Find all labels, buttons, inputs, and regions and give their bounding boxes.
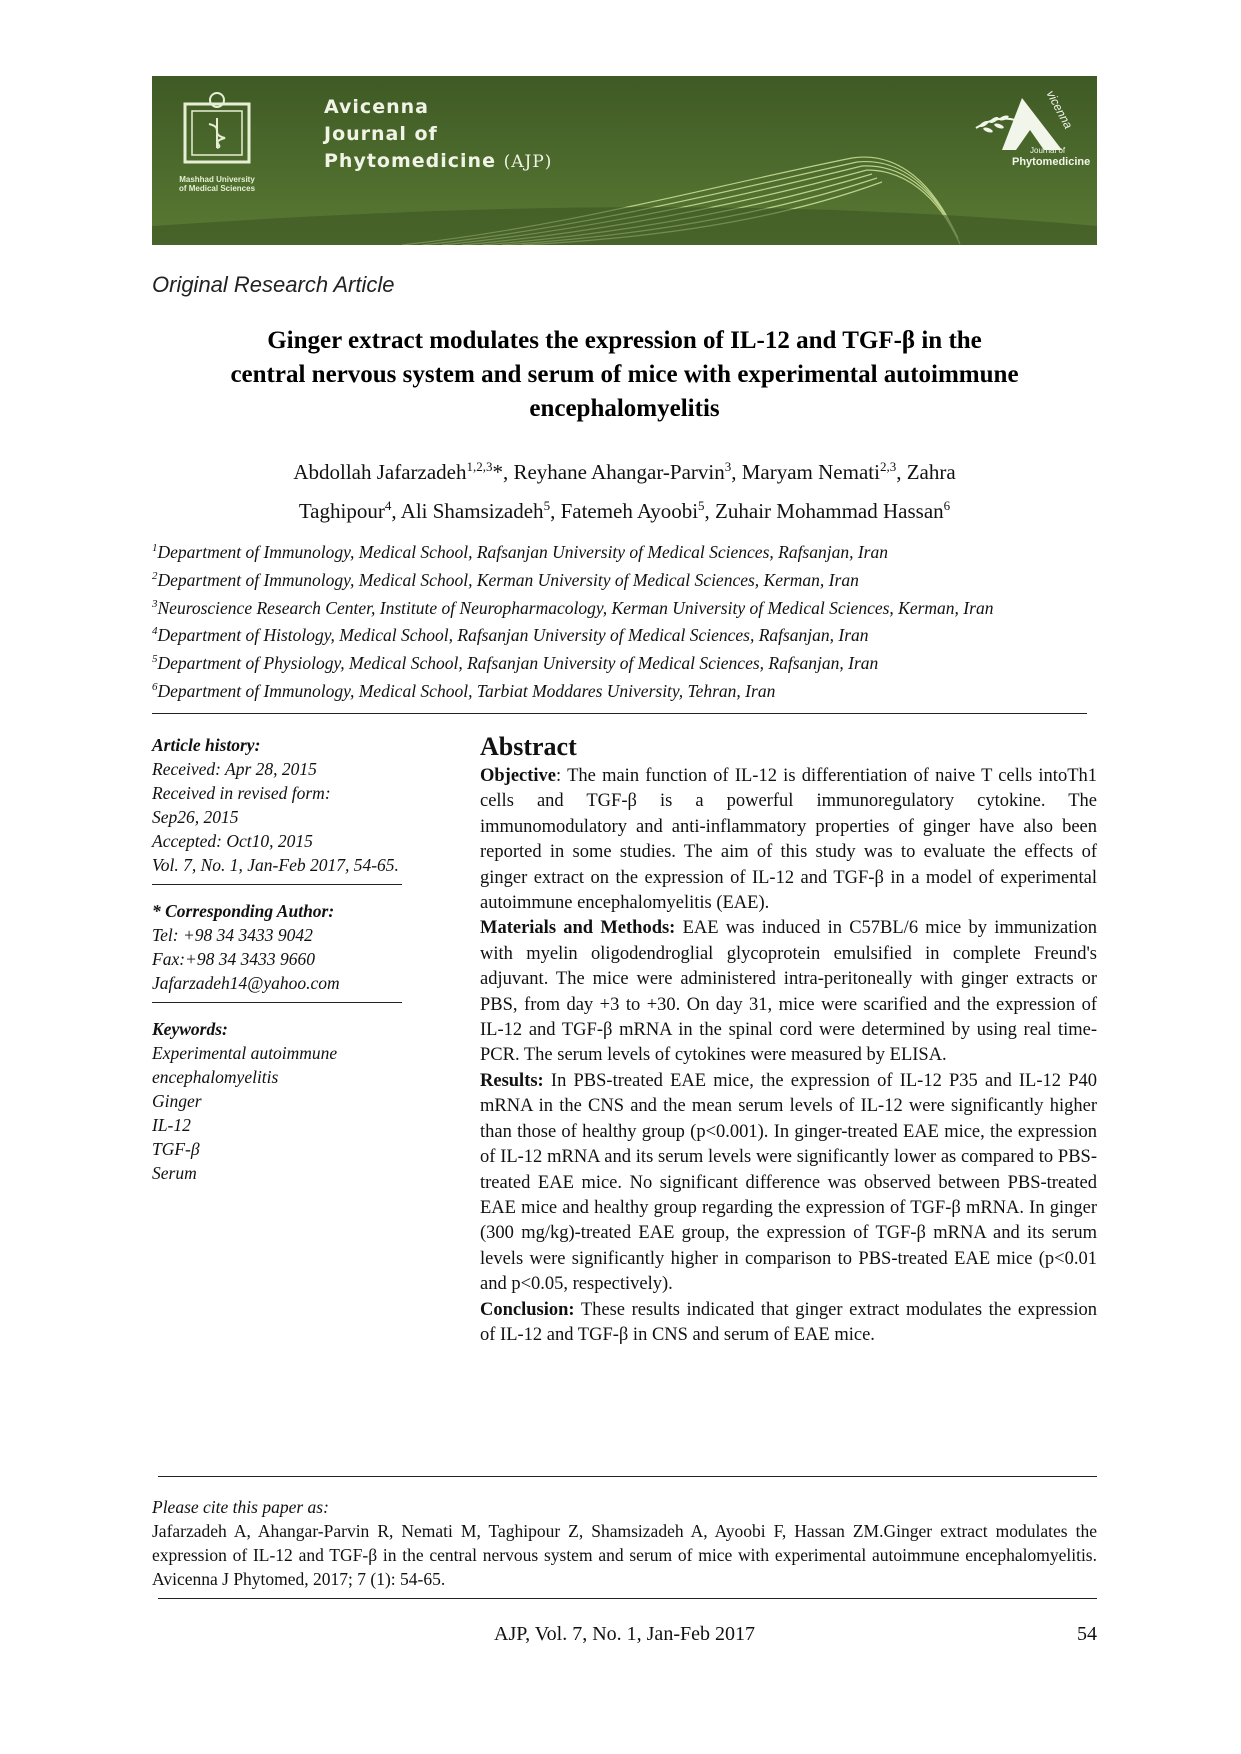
- author-name: Maryam Nemati: [741, 460, 880, 484]
- author-affil-sup: 6: [943, 498, 951, 513]
- journal-name-line: Journal of: [324, 123, 438, 145]
- corresponding-tel: Tel: +98 34 3433 9042: [152, 925, 313, 945]
- affiliation: [152, 592, 1097, 620]
- author-affil-sup: 2,3: [879, 459, 897, 474]
- author-separator: , Zahra: [896, 460, 956, 484]
- abstract-heading: Abstract: [480, 732, 577, 761]
- university-name-line: Mashhad University: [179, 175, 255, 184]
- author-separator: ,: [391, 499, 401, 523]
- affiliation-text: Department of Physiology, Medical School, Rafsanjan University of Medical Sciences, Rafsanjan, Iran: [157, 653, 879, 674]
- affiliation-sup: 2: [152, 569, 158, 582]
- affiliation: [152, 619, 1097, 647]
- corresponding-fax: Fax:+98 34 3433 9660: [152, 949, 315, 969]
- abstract-section-label: Objective: [480, 766, 557, 786]
- keyword: IL-12: [152, 1115, 191, 1135]
- affiliation-sup: 4: [152, 625, 158, 638]
- author-separator: ,: [704, 499, 716, 523]
- received-date: Received: Apr 28, 2015: [152, 759, 317, 779]
- keyword: TGF-β: [152, 1139, 200, 1159]
- corresponding-heading: * Corresponding Author:: [152, 901, 335, 921]
- corresponding-email: Jafarzadeh14@yahoo.com: [152, 973, 340, 993]
- journal-logo-arc-text: vicenna: [1043, 88, 1076, 132]
- journal-name-line: Avicenna: [324, 96, 429, 118]
- keyword: Ginger: [152, 1091, 202, 1111]
- author-separator: *,: [492, 460, 514, 484]
- journal-logo: [952, 80, 1092, 230]
- abstract-section-label: Conclusion:: [480, 1299, 575, 1320]
- paper-title-line: encephalomyelitis: [529, 395, 720, 422]
- article-history-heading: Article history:: [152, 735, 261, 755]
- author-name: Ali Shamsizadeh: [400, 499, 544, 523]
- university-logo: [172, 90, 262, 218]
- author-affil-sup: 4: [384, 498, 392, 513]
- revised-label: Received in revised form:: [152, 783, 331, 803]
- citation-text: Jafarzadeh A, Ahangar-Parvin R, Nemati M, Taghipour Z, Shamsizadeh A, Ayoobi F, Hassan ZM.Ginger extract modulates the expression of IL-12 and TGF-β in the central nervous system and serum of mice with experimental autoimmune encephalomyelitis. Avicenna J Phytomed, 2017; 7 (1): 54-65.: [152, 1521, 1097, 1589]
- sidebar-divider: [152, 1002, 402, 1003]
- university-name-line: of Medical Sciences: [178, 184, 256, 193]
- author-separator: ,: [550, 499, 561, 523]
- affiliation-text: Department of Immunology, Medical School, Rafsanjan University of Medical Sciences, Rafsanjan, Iran: [157, 541, 888, 562]
- paper-title: [152, 324, 1097, 426]
- author-name: Zuhair Mohammad Hassan: [715, 499, 944, 523]
- author-affil-sup: 5: [543, 498, 551, 513]
- author-affil-sup: 5: [698, 498, 705, 513]
- article-info-sidebar: [152, 733, 422, 1185]
- accepted-date: Accepted: Oct10, 2015: [152, 831, 313, 851]
- page-number: 54: [1077, 1623, 1097, 1645]
- affiliation-divider: [152, 713, 1087, 714]
- author-name: Fatemeh Ayoobi: [560, 499, 699, 523]
- affiliation: [152, 536, 1097, 564]
- abstract-section-text: These results indicated that ginger extract modulates the expression of IL-12 and TGF-β in CNS and serum of EAE mice.: [480, 1299, 1097, 1345]
- journal-abbr: (AJP): [503, 152, 553, 172]
- keyword: encephalomyelitis: [152, 1067, 279, 1087]
- volume-info: Vol. 7, No. 1, Jan-Feb 2017, 54-65.: [152, 855, 399, 875]
- abstract-section-text: The main function of IL-12 is differentiation of naive T cells intoTh1 cells and TGF-β is a powerful immunoregulatory cytokine. The immunomodulatory and anti-inflammatory properties of ginger have also been reported in some studies. The aim of this study was to evaluate the effects of ginger extract on the expression of IL-12 and TGF-β in a model of experimental autoimmune encephalomyelitis (EAE).: [480, 766, 1097, 914]
- abstract-section-sep: [544, 1071, 551, 1091]
- affiliation-sup: 6: [152, 681, 158, 694]
- sidebar-divider: [152, 884, 402, 885]
- author-separator: ,: [731, 460, 742, 484]
- abstract-section-text: In PBS-treated EAE mice, the expression of IL-12 P35 and IL-12 P40 mRNA in the CNS and the mean serum levels of IL-12 were significantly higher than those of healthy group (p<0.001). In ginger-treated EAE mice, the expression of IL-12 mRNA and its serum levels were significantly lower as compared to PBS-treated EAE mice. No significant difference was observed between PBS-treated EAE mice and healthy group regarding the expression of TGF-β mRNA. In ginger (300 mg/kg)-treated EAE group, the expression of TGF-β mRNA and its serum levels were significantly higher in comparison to PBS-treated EAE mice (p<0.01 and p<0.05, respectively).: [480, 1070, 1097, 1295]
- author-name: Taghipour: [298, 499, 385, 523]
- author-affil-sup: 3: [724, 459, 732, 474]
- citation: [152, 1495, 1097, 1591]
- abstract-section-sep: :: [556, 766, 568, 786]
- paper-title-line: Ginger extract modulates the expression of IL-12 and TGF-β in the: [267, 327, 982, 354]
- abstract-section-text: EAE was induced in C57BL/6 mice by immunization with myelin oligodendroglial glycoprotein emulsified in complete Freund's adjuvant. The mice were administered intra-peritoneally with ginger extracts or PBS, from day +3 to +30. On day 31, mice were scarified and the expression of IL-12 and TGF-β mRNA in the spinal cord were determined by using real time-PCR. The serum levels of cytokines were measured by ELISA.: [480, 918, 1097, 1066]
- abstract: [480, 730, 1097, 1348]
- author-list: [152, 450, 1097, 528]
- footer-journal-ref: AJP, Vol. 7, No. 1, Jan-Feb 2017: [494, 1623, 755, 1645]
- author-name: Abdollah Jafarzadeh: [293, 460, 467, 484]
- affiliation-sup: 3: [152, 597, 158, 610]
- journal-logo-small-text: Journal of: [1030, 146, 1066, 155]
- affiliation-list: [152, 536, 1097, 703]
- author-name: Reyhane Ahangar-Parvin: [513, 460, 725, 484]
- abstract-conclusion: [480, 1298, 1097, 1349]
- keyword: Serum: [152, 1163, 197, 1183]
- citation-divider-top: [158, 1476, 1097, 1477]
- affiliation: [152, 647, 1097, 675]
- paper-title-line: central nervous system and serum of mice with experimental autoimmune: [230, 361, 1019, 388]
- keyword: Experimental autoimmune: [152, 1043, 338, 1063]
- affiliation: [152, 564, 1097, 592]
- affiliation-text: Department of Immunology, Medical School, Tarbiat Moddares University, Tehran, Iran: [157, 680, 776, 701]
- citation-heading: Please cite this paper as:: [152, 1497, 329, 1517]
- affiliation-text: Department of Immunology, Medical School, Kerman University of Medical Sciences, Kerman, Iran: [157, 569, 859, 590]
- affiliation-sup: 1: [152, 542, 158, 554]
- citation-divider-bottom: [158, 1598, 1097, 1599]
- abstract-objective: [480, 764, 1097, 916]
- journal-name: [324, 94, 552, 176]
- abstract-section-sep: [675, 918, 682, 938]
- article-history: [152, 733, 422, 877]
- journal-banner: [152, 76, 1097, 245]
- keywords: [152, 1017, 422, 1185]
- page-footer: [152, 1623, 1097, 1653]
- revised-date: Sep26, 2015: [152, 807, 239, 827]
- abstract-section-label: Materials and Methods:: [480, 918, 676, 939]
- corresponding-author: [152, 899, 422, 995]
- abstract-results: [480, 1069, 1097, 1298]
- affiliation-text: Neuroscience Research Center, Institute of Neuropharmacology, Kerman University of Medical Sciences, Kerman, Iran: [157, 597, 994, 618]
- article-type: Original Research Article: [152, 272, 395, 297]
- journal-name-line: Phytomedicine: [324, 150, 496, 172]
- university-seal-icon: [179, 90, 255, 166]
- affiliation-sup: 5: [152, 653, 158, 666]
- abstract-methods: [480, 916, 1097, 1068]
- affiliation-text: Department of Histology, Medical School, Rafsanjan University of Medical Sciences, Rafsanjan, Iran: [157, 625, 869, 646]
- keywords-heading: Keywords:: [152, 1019, 228, 1039]
- journal-logo-main-text: Phytomedicine: [1012, 156, 1091, 168]
- affiliation: [152, 675, 1097, 703]
- author-affil-sup: 1,2,3: [466, 459, 493, 474]
- abstract-section-label: Results:: [480, 1070, 544, 1091]
